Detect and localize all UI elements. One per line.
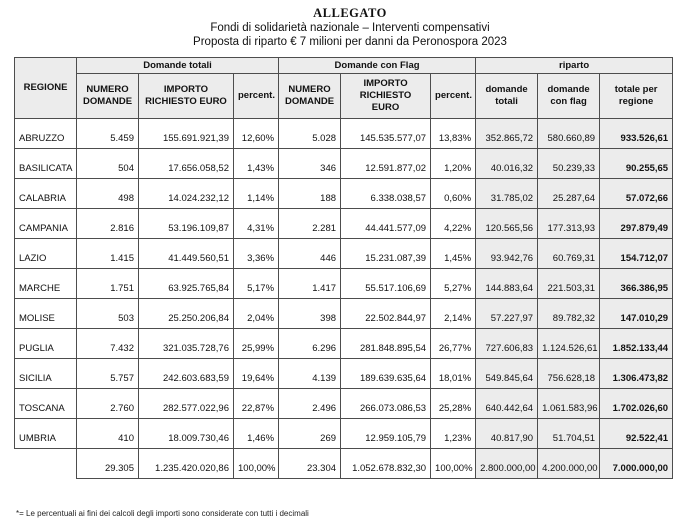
value-cell: 1,23%	[431, 418, 476, 448]
group-header-riparto: riparto	[476, 57, 673, 73]
column-header-totale-per-regione: totale per regione	[600, 73, 673, 118]
value-cell: 446	[279, 238, 341, 268]
value-cell: 53.196.109,87	[139, 208, 234, 238]
document-title: ALLEGATO	[313, 6, 387, 20]
value-cell: 14.024.232,12	[139, 178, 234, 208]
value-cell: 40.817,90	[476, 418, 538, 448]
value-cell: 3,36%	[234, 238, 279, 268]
value-cell: 12,60%	[234, 118, 279, 148]
value-cell: 7.000.000,00	[600, 448, 673, 478]
value-cell: 2.800.000,00	[476, 448, 538, 478]
sub-header-row	[15, 73, 673, 118]
table-row	[15, 328, 673, 358]
column-header-importo-richiesto-totali: IMPORTO RICHIESTO EURO	[139, 73, 234, 118]
region-cell: UMBRIA	[15, 418, 77, 448]
value-cell: 18.009.730,46	[139, 418, 234, 448]
value-cell: 5,17%	[234, 268, 279, 298]
value-cell: 1.052.678.832,30	[341, 448, 431, 478]
value-cell: 4,22%	[431, 208, 476, 238]
value-cell: 189.639.635,64	[341, 358, 431, 388]
value-cell: 5.028	[279, 118, 341, 148]
value-cell: 22,87%	[234, 388, 279, 418]
group-header-domande-con-flag: Domande con Flag	[279, 57, 476, 73]
value-cell: 145.535.577,07	[341, 118, 431, 148]
value-cell: 31.785,02	[476, 178, 538, 208]
table-row	[15, 388, 673, 418]
document-subtitle-1: Fondi di solidarietà nazionale – Interventi compensativi	[210, 22, 490, 34]
value-cell: 2.281	[279, 208, 341, 238]
value-cell: 640.442,64	[476, 388, 538, 418]
value-cell: 25,99%	[234, 328, 279, 358]
value-cell: 352.865,72	[476, 118, 538, 148]
value-cell: 1,14%	[234, 178, 279, 208]
value-cell: 1.751	[77, 268, 139, 298]
value-cell: 57.227,97	[476, 298, 538, 328]
value-cell: 155.691.921,39	[139, 118, 234, 148]
value-cell: 144.883,64	[476, 268, 538, 298]
value-cell: 1.415	[77, 238, 139, 268]
value-cell: 25,28%	[431, 388, 476, 418]
column-header-numero-domande-totali: NUMERO DOMANDE	[77, 73, 139, 118]
value-cell: 1.124.526,61	[538, 328, 600, 358]
value-cell: 44.441.577,09	[341, 208, 431, 238]
value-cell: 50.239,33	[538, 148, 600, 178]
totals-row-empty-cell	[15, 448, 77, 478]
value-cell: 933.526,61	[600, 118, 673, 148]
region-cell: MARCHE	[15, 268, 77, 298]
value-cell: 55.517.106,69	[341, 268, 431, 298]
value-cell: 504	[77, 148, 139, 178]
value-cell: 29.305	[77, 448, 139, 478]
value-cell: 2,14%	[431, 298, 476, 328]
value-cell: 4.200.000,00	[538, 448, 600, 478]
value-cell: 93.942,76	[476, 238, 538, 268]
value-cell: 92.522,41	[600, 418, 673, 448]
region-cell: TOSCANA	[15, 388, 77, 418]
value-cell: 90.255,65	[600, 148, 673, 178]
value-cell: 51.704,51	[538, 418, 600, 448]
value-cell: 346	[279, 148, 341, 178]
title-block	[14, 6, 686, 50]
value-cell: 26,77%	[431, 328, 476, 358]
region-cell: SICILIA	[15, 358, 77, 388]
value-cell: 1,45%	[431, 238, 476, 268]
value-cell: 498	[77, 178, 139, 208]
value-cell: 0,60%	[431, 178, 476, 208]
value-cell: 4,31%	[234, 208, 279, 238]
table-row	[15, 208, 673, 238]
value-cell: 57.072,66	[600, 178, 673, 208]
value-cell: 1,43%	[234, 148, 279, 178]
value-cell: 282.577.022,96	[139, 388, 234, 418]
value-cell: 4.139	[279, 358, 341, 388]
value-cell: 266.073.086,53	[341, 388, 431, 418]
value-cell: 1.061.583,96	[538, 388, 600, 418]
table-row	[15, 358, 673, 388]
table-row	[15, 118, 673, 148]
value-cell: 269	[279, 418, 341, 448]
table-row	[15, 238, 673, 268]
table-row	[15, 148, 673, 178]
value-cell: 297.879,49	[600, 208, 673, 238]
value-cell: 366.386,95	[600, 268, 673, 298]
region-cell: CALABRIA	[15, 178, 77, 208]
region-cell: MOLISE	[15, 298, 77, 328]
value-cell: 22.502.844,97	[341, 298, 431, 328]
value-cell: 63.925.765,84	[139, 268, 234, 298]
riparto-table	[14, 57, 673, 479]
value-cell: 188	[279, 178, 341, 208]
value-cell: 13,83%	[431, 118, 476, 148]
value-cell: 2.760	[77, 388, 139, 418]
value-cell: 1.417	[279, 268, 341, 298]
totals-row	[15, 448, 673, 478]
footnote: *= Le percentuali ai fini dei calcoli degli importi sono considerate con tutti i decimali	[16, 508, 309, 518]
column-header-percent-flag: percent.	[431, 73, 476, 118]
table-row	[15, 418, 673, 448]
value-cell: 2,04%	[234, 298, 279, 328]
value-cell: 549.845,64	[476, 358, 538, 388]
value-cell: 756.628,18	[538, 358, 600, 388]
value-cell: 60.769,31	[538, 238, 600, 268]
table-row	[15, 178, 673, 208]
value-cell: 25.250.206,84	[139, 298, 234, 328]
value-cell: 177.313,93	[538, 208, 600, 238]
value-cell: 18,01%	[431, 358, 476, 388]
region-cell: CAMPANIA	[15, 208, 77, 238]
value-cell: 5.459	[77, 118, 139, 148]
table-row	[15, 268, 673, 298]
value-cell: 1.235.420.020,86	[139, 448, 234, 478]
value-cell: 1,46%	[234, 418, 279, 448]
value-cell: 12.959.105,79	[341, 418, 431, 448]
value-cell: 15.231.087,39	[341, 238, 431, 268]
value-cell: 6.338.038,57	[341, 178, 431, 208]
region-cell: BASILICATA	[15, 148, 77, 178]
value-cell: 242.603.683,59	[139, 358, 234, 388]
region-cell: PUGLIA	[15, 328, 77, 358]
value-cell: 1.852.133,44	[600, 328, 673, 358]
value-cell: 154.712,07	[600, 238, 673, 268]
value-cell: 2.496	[279, 388, 341, 418]
value-cell: 12.591.877,02	[341, 148, 431, 178]
group-header-row	[15, 57, 673, 73]
value-cell: 100,00%	[431, 448, 476, 478]
column-header-percent-totali: percent.	[234, 73, 279, 118]
region-cell: LAZIO	[15, 238, 77, 268]
table-body	[15, 118, 673, 478]
value-cell: 17.656.058,52	[139, 148, 234, 178]
value-cell: 89.782,32	[538, 298, 600, 328]
value-cell: 5.757	[77, 358, 139, 388]
value-cell: 221.503,31	[538, 268, 600, 298]
value-cell: 40.016,32	[476, 148, 538, 178]
group-header-domande-totali: Domande totali	[77, 57, 279, 73]
value-cell: 1,20%	[431, 148, 476, 178]
value-cell: 25.287,64	[538, 178, 600, 208]
value-cell: 41.449.560,51	[139, 238, 234, 268]
value-cell: 727.606,83	[476, 328, 538, 358]
value-cell: 1.306.473,82	[600, 358, 673, 388]
value-cell: 6.296	[279, 328, 341, 358]
value-cell: 1.702.026,60	[600, 388, 673, 418]
value-cell: 503	[77, 298, 139, 328]
value-cell: 120.565,56	[476, 208, 538, 238]
table-row	[15, 298, 673, 328]
value-cell: 2.816	[77, 208, 139, 238]
value-cell: 321.035.728,76	[139, 328, 234, 358]
column-header-numero-domande-flag: NUMERO DOMANDE	[279, 73, 341, 118]
value-cell: 580.660,89	[538, 118, 600, 148]
column-header-riparto-domande-con-flag: domande con flag	[538, 73, 600, 118]
value-cell: 147.010,29	[600, 298, 673, 328]
value-cell: 5,27%	[431, 268, 476, 298]
column-header-riparto-domande-totali: domande totali	[476, 73, 538, 118]
value-cell: 281.848.895,54	[341, 328, 431, 358]
column-header-regione: REGIONE	[15, 57, 77, 118]
value-cell: 398	[279, 298, 341, 328]
value-cell: 23.304	[279, 448, 341, 478]
value-cell: 7.432	[77, 328, 139, 358]
document-subtitle-2: Proposta di riparto € 7 milioni per danni da Peronospora 2023	[193, 36, 507, 49]
column-header-importo-richiesto-flag: IMPORTO RICHIESTO EURO	[341, 73, 431, 118]
value-cell: 410	[77, 418, 139, 448]
value-cell: 100,00%	[234, 448, 279, 478]
region-cell: ABRUZZO	[15, 118, 77, 148]
value-cell: 19,64%	[234, 358, 279, 388]
table-header	[15, 57, 673, 118]
